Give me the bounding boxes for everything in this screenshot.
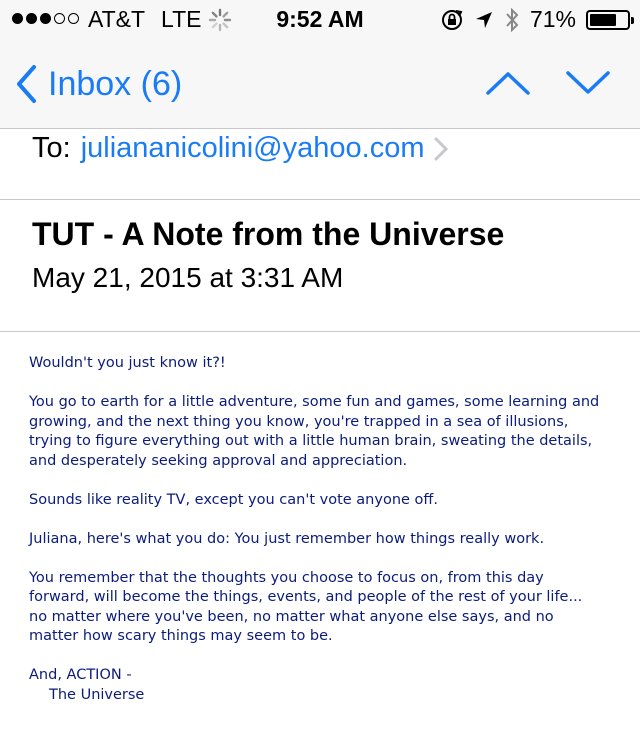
battery-icon — [586, 10, 630, 30]
divider — [0, 199, 640, 200]
location-arrow-icon — [474, 10, 494, 30]
closing-line: And, ACTION - — [29, 667, 132, 683]
navigation-bar — [0, 50, 640, 120]
recipient-address[interactable]: juliananicolini@yahoo.com — [80, 132, 425, 164]
body-paragraph: Sounds like reality TV, except you can't vote anyone off. — [29, 491, 439, 508]
email-date: May 21, 2015 at 3:31 AM — [32, 262, 344, 293]
body-paragraph: You go to earth for a little adventure, some fun and games, some learning and growing, and the next thing you know, you're trapped in a sea of illusions, trying to figure everything out with a little human brain, sweating the details, and desperately seeking approval and appreciation. — [29, 394, 600, 469]
chevron-right-icon[interactable] — [434, 137, 448, 161]
bluetooth-icon — [504, 7, 520, 33]
status-bar — [0, 0, 640, 40]
back-label: Inbox (6) — [48, 64, 183, 103]
carrier-name: AT&T — [88, 6, 146, 32]
body-paragraph: Wouldn't you just know it?! — [29, 355, 226, 371]
back-to-inbox-button[interactable] — [14, 64, 182, 104]
battery-fill — [590, 14, 616, 26]
chevron-up-icon[interactable] — [486, 70, 530, 96]
divider — [0, 331, 640, 332]
body-paragraph: Juliana, here's what you do: You just remember how things really work. — [29, 530, 545, 547]
top-bar — [0, 0, 640, 129]
email-body — [29, 354, 629, 705]
battery-percent: 71% — [529, 6, 576, 32]
signature: The Universe — [49, 686, 145, 703]
rotation-lock-icon — [440, 8, 464, 32]
recipient-row — [32, 132, 448, 165]
email-subject: TUT - A Note from the Universe — [32, 216, 505, 252]
battery-tip — [631, 17, 634, 24]
chevron-left-icon — [14, 64, 38, 104]
body-paragraph: You remember that the thoughts you choose to focus on, from this day forward, will become the things, events, and people of the rest of your life... no matter where you've been, no matter what anyone else says, and no matter how scary things may seem to be. — [29, 569, 583, 644]
clock: 9:52 AM — [276, 6, 364, 32]
to-label: To: — [32, 132, 71, 164]
network-type: LTE — [161, 6, 202, 32]
chevron-down-icon[interactable] — [566, 70, 610, 96]
